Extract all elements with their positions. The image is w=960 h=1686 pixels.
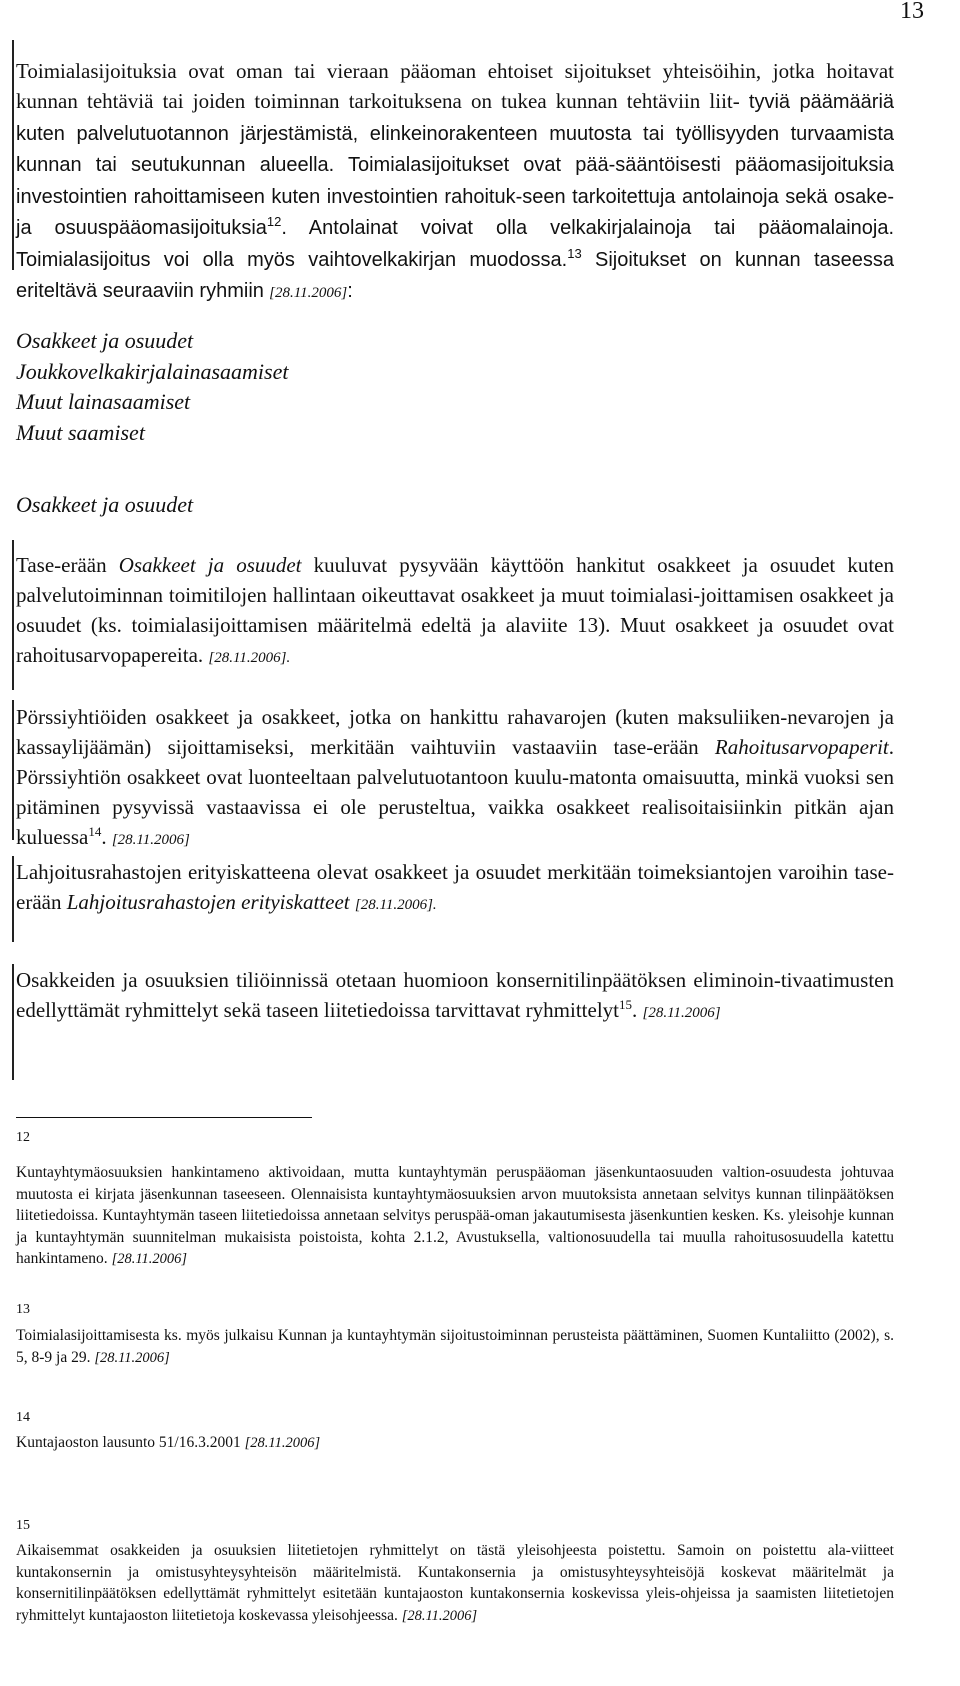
revision-date: [28.11.2006]. (208, 650, 291, 666)
footnote-body: Toimialasijoittamisesta ks. myös julkaisu Kunnan ja kuntayhtymän sijoitustoiminnan perusteista päättäminen, Suomen Kuntaliitto (2002), s. 5, 8-9 ja 29. (16, 1327, 894, 1366)
paragraph-shares (16, 550, 894, 673)
footnote-text (16, 1162, 894, 1271)
revision-date: [28.11.2006] (642, 1005, 721, 1021)
change-bar (12, 856, 14, 942)
footnote-text (16, 1325, 894, 1369)
footnote-number: 15 (16, 1518, 30, 1533)
footnote-number: 14 (16, 1410, 30, 1425)
intro-text-b: tyviä päämääriä kuten palvelutuotannon järjestämistä, elinkeinorakenteen muutosta tai työllisyyden turvaamista kunnan tai seutukunnan alueella. Toimialasijoitukset ovat pää-sääntöisesti pääomasijoituksia investointien rahoittamiseen kuten investointien rahoituk-seen tarkoitettuja antolainoja sekä osake- ja osuuspääomasijoituksia (16, 91, 895, 239)
footnote-body: Kuntajaoston lausunto 51/16.3.2001 (16, 1434, 245, 1451)
paragraph-donations (16, 857, 894, 920)
shares-text-a: Tase-erään (16, 553, 119, 577)
listed-text-b: . Pörssiyhtiön osakkeet ovat luonteeltaan palvelutuotantoon kuulu-matonta omaisuutta, minkä vuoksi sen pitäminen pysyvissä vastaavissa ei ole perusteltua, vaikka osakkeet realisoitaisiinkin pitkän ajan kuluessa (16, 735, 894, 849)
accounting-text-b: . (632, 998, 638, 1022)
footnote-ref-15[interactable]: 15 (619, 997, 632, 1012)
change-bar (12, 40, 14, 270)
footnote-number: 12 (16, 1130, 30, 1145)
section-heading: Osakkeet ja osuudet (16, 492, 194, 517)
intro-text-c: . Antolainat voivat olla velkakirjalainoja tai pääomalainoja. Toimialasijoitus voi olla myös vaihtovelkakirjan muodossa. (16, 217, 895, 271)
revision-date: [28.11.2006] (244, 1435, 321, 1451)
footnote-number: 13 (16, 1302, 30, 1317)
revision-date: [28.11.2006] (269, 285, 348, 301)
shares-text-b: kuuluvat pysyvään käyttöön hankitut osakkeet ja osuudet kuten palvelutoiminnan toimitilojen hallintaan oikeuttavat osakkeet ja muut toimialasi-joittamisen osakkeet ja osuudet (ks. toimialasijoittamisen määritelmä edeltä ja alaviite 13). Muut osakkeet ja osuudet ovat rahoitusarvopapereita. (16, 553, 894, 667)
page-number: 13 (900, 0, 924, 24)
donations-text-a: Lahjoitusrahastojen erityiskatteena olevat osakkeet ja osuudet merkitään toimeksiantojen varoihin tase-erään (16, 860, 894, 914)
shares-term: Osakkeet ja osuudet (118, 553, 302, 577)
group-list (16, 326, 288, 448)
footnote-body: Kuntayhtymäosuuksien hankintameno aktivoidaan, mutta kuntayhtymän peruspääoman jäsenkuntaosuuden valtion-osuudesta johtuvaa muutosta ei kirjata jäsenkunnan taseeseen. Olennaisista kuntayhtymäosuuksien arvon muutoksista annetaan selvitys kunnan tilinpäätöksen liitetiedoissa. Kuntayhtymän taseen liitetiedoissa annetaan selvitys peruspää-oman jakautumisesta jäsenkuntien kesken. Ks. yleisohje kunnan ja kuntayhtymän suunnitelman mukaisista poistoista, kohta 2.1.2, Avustuksella, valtionosuudella tai muulla rahoitusosuudella katettu hankintameno. (16, 1164, 894, 1267)
revision-date: [28.11.2006]. (354, 897, 437, 913)
revision-date: [28.11.2006] (94, 1349, 170, 1366)
footnote-ref-14[interactable]: 14 (88, 824, 102, 839)
change-bar (12, 964, 14, 1080)
footnote-text (16, 1432, 894, 1455)
listed-term: Rahoitusarvopaperit (714, 735, 889, 759)
paragraph-accounting (16, 965, 894, 1028)
footnote-text (16, 1540, 894, 1627)
footnote-ref-12[interactable]: 12 (266, 214, 282, 229)
footnote-body: Aikaisemmat osakkeiden ja osuuksien liitetietojen ryhmittelyt on tästä yleisohjeesta poistettu. Samoin on poistettu ala-viitteet kuntakonsernin ja omistusyhteysyhteisön määritelmistä. Kuntakonsernia ja omistusyhteysyhteisöjä koskevat määritelmät ja konsernitilinpäätöksen edellyttämät ryhmittelyt esitetään kuntajaoston kuntakonsernia koskevissa yleis-ohjeissa ja saamisten liitetietojen ryhmittelyt kuntajaoston liitetietoja koskevassa yleisohjeessa. (16, 1542, 894, 1624)
revision-date: [28.11.2006] (401, 1607, 478, 1624)
change-bar (12, 700, 14, 840)
group-item-bonds: Joukkovelkakirjalainasaamiset (16, 358, 289, 384)
revision-date: [28.11.2006] (111, 1251, 188, 1267)
accounting-text-a: Osakkeiden ja osuuksien tiliöinnissä otetaan huomioon konsernitilinpäätöksen eliminoin-tivaatimusten edellyttämät ryhmittelyt sekä taseen liitetiedoissa tarvittavat ryhmittelyt (16, 968, 894, 1022)
intro-text-a: Toimialasijoituksia ovat oman tai vieraan pääoman ehtoiset sijoitukset yhteisöihin, jotka hoitavat kunnan tehtäviä tai joiden toiminnan tarkoituksena on tukea kunnan tehtäviin liit- (16, 59, 894, 113)
intro-colon: : (347, 280, 353, 302)
listed-text-a: Pörssiyhtiöiden osakkeet ja osakkeet, jotka on hankittu rahavarojen (kuten maksuliiken-nevarojen ja kassaylijäämän) sijoittamiseksi, merkitään vaihtuviin vastaaviin tase-erään (16, 705, 894, 759)
donations-term: Lahjoitusrahastojen erityiskatteet (66, 890, 350, 914)
group-item-shares: Osakkeet ja osuudet (16, 328, 194, 353)
group-item-loans: Muut lainasaamiset (16, 389, 191, 414)
group-item-receivables: Muut saamiset (16, 419, 145, 445)
revision-date: [28.11.2006] (111, 832, 190, 848)
intro-text-d: Sijoitukset on kunnan taseessa eriteltävä seuraaviin ryhmiin (16, 248, 894, 302)
paragraph-listed-companies (16, 702, 894, 855)
footnote-ref-13[interactable]: 13 (567, 245, 582, 261)
listed-text-c: . (101, 825, 112, 849)
footnote-separator (16, 1117, 312, 1118)
change-bar (12, 540, 14, 690)
paragraph-intro (16, 56, 894, 308)
